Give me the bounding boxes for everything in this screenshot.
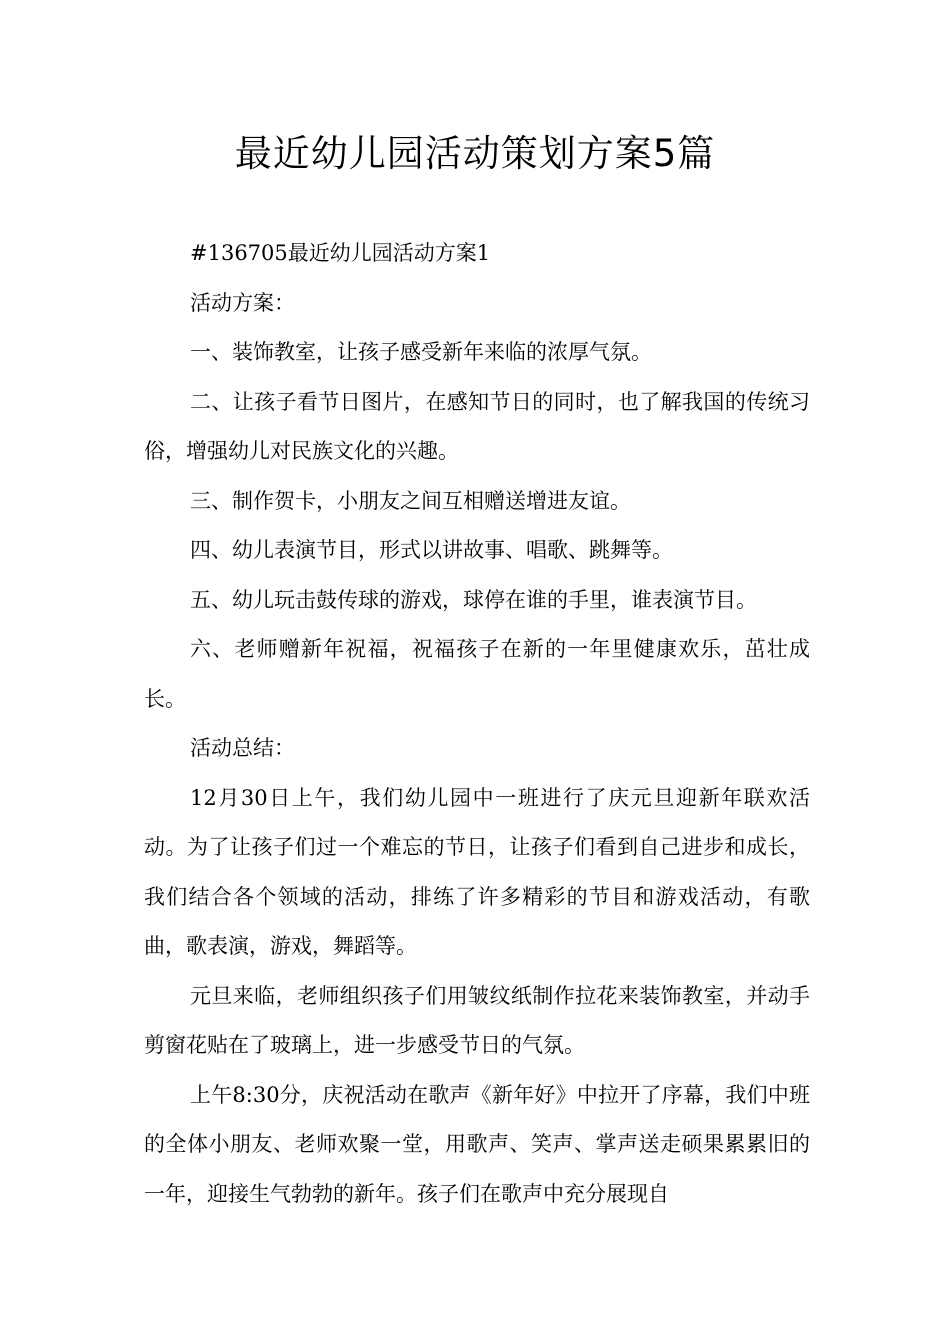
- paragraph: 四、幼儿表演节目，形式以讲故事、唱歌、跳舞等。: [190, 538, 673, 562]
- paragraph: 元旦来临，老师组织孩子们用皱纹纸制作拉花来装饰教室，并动手剪窗花贴在了玻璃上，进一步感受节日的气氛。: [144, 983, 810, 1057]
- paragraph: 上午8:30分，庆祝活动在歌声《新年好》中拉开了序幕，我们中班的全体小朋友、老师欢聚一堂，用歌声、笑声、掌声送走硕果累累旧的一年，迎接生气勃勃的新年。孩子们在歌声中充分展现自: [144, 1082, 810, 1206]
- paragraph-heading: #136705最近幼儿园活动方案1: [190, 241, 491, 265]
- paragraph: 五、幼儿玩击鼓传球的游戏，球停在谁的手里，谁表演节目。: [190, 587, 757, 612]
- document-title: 最近幼儿园活动策划方案5篇: [234, 132, 716, 175]
- paragraph: 二、让孩子看节日图片，在感知节日的同时，也了解我国的传统习俗，增强幼儿对民族文化的兴趣。: [144, 389, 810, 463]
- paragraph: 一、装饰教室，让孩子感受新年来临的浓厚气氛。: [190, 340, 652, 364]
- paragraph: 三、制作贺卡，小朋友之间互相赠送增进友谊。: [190, 488, 631, 513]
- paragraph: 活动方案：: [190, 290, 295, 315]
- paragraph: 六、老师赠新年祝福，祝福孩子在新的一年里健康欢乐，茁壮成长。: [144, 637, 810, 711]
- paragraph: 12月30日上午，我们幼儿园中一班进行了庆元旦迎新年联欢活动。为了让孩子们过一个难忘的节日，让孩子们看到自己进步和成长，我们结合各个领域的活动，排练了许多精彩的节目和游戏活动，有歌曲，歌表演，游戏，舞蹈等。: [144, 785, 810, 958]
- document-body: [144, 229, 810, 1219]
- paragraph: 活动总结：: [190, 736, 295, 760]
